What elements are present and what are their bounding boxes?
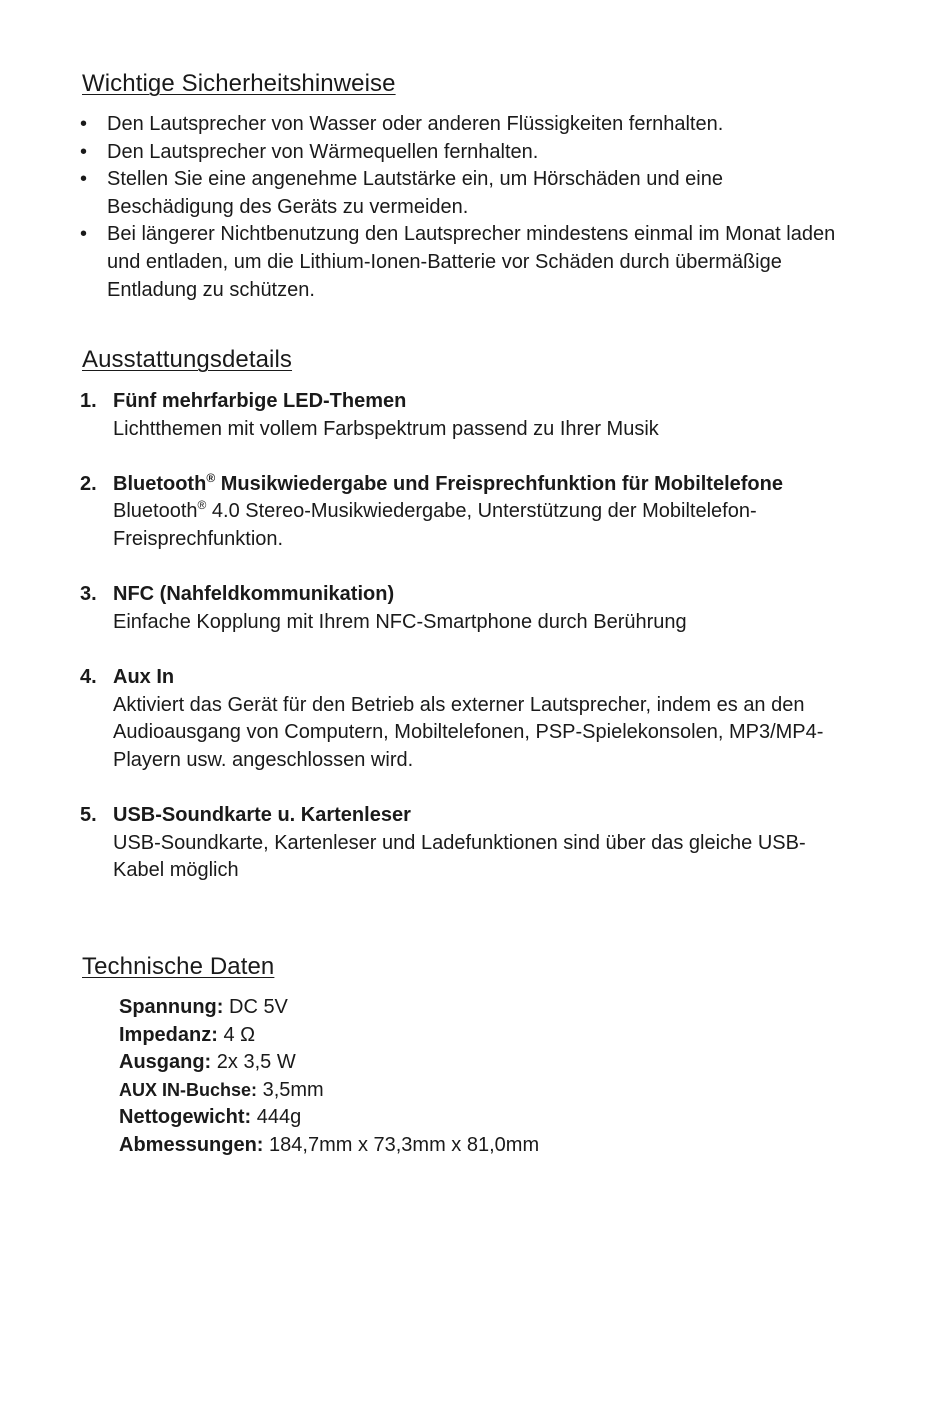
registered-mark: ® — [197, 498, 207, 513]
safety-list — [80, 111, 840, 304]
spec-value: 184,7mm x 73,3mm x 81,0mm — [263, 1133, 540, 1156]
safety-heading: Wichtige Sicherheitshinweise — [82, 70, 396, 97]
spec-row — [119, 1049, 539, 1077]
bullet-icon: • — [80, 140, 88, 163]
feature-description: USB-Soundkarte, Kartenleser und Ladefunktionen sind über das gleiche USB-Kabel möglich — [113, 831, 806, 882]
bullet-icon: • — [80, 113, 88, 135]
spec-value: 3,5mm — [257, 1078, 324, 1101]
spec-row — [119, 994, 539, 1022]
feature-number: 4. — [80, 665, 97, 688]
feature-number: 5. — [80, 803, 97, 826]
spec-value: 2x 3,5 W — [211, 1051, 296, 1074]
feature-description: Lichtthemen mit vollem Farbspektrum passend zu Ihrer Musik — [113, 417, 659, 440]
safety-item-text: Den Lautsprecher von Wärmequellen fernhalten. — [107, 140, 539, 163]
feature-title: Aux In — [113, 665, 175, 688]
feature-number: 2. — [80, 472, 97, 495]
features-heading: Ausstattungsdetails — [82, 346, 293, 373]
spec-value: DC 5V — [223, 996, 288, 1018]
feature-number: 1. — [80, 390, 97, 412]
spec-label: Impedanz: — [119, 1023, 218, 1046]
list-item — [80, 221, 840, 304]
feature-title: NFC (Nahfeldkommunikation) — [113, 583, 395, 606]
feature-item — [80, 664, 840, 774]
list-item — [80, 139, 840, 167]
feature-title — [113, 471, 840, 499]
list-item — [80, 111, 840, 139]
feature-title: USB-Soundkarte u. Kartenleser — [113, 803, 411, 826]
bullet-icon: • — [80, 168, 88, 191]
spec-row — [119, 1022, 539, 1050]
spec-label: Ausgang: — [119, 1051, 212, 1074]
feature-description: Einfache Kopplung mit Ihrem NFC-Smartphone durch Berührung — [113, 610, 687, 633]
feature-description: Aktiviert das Gerät für den Betrieb als externer Lautsprecher, indem es an den Audioausgang von Computern, Mobiltelefonen, PSP-Spielekonsolen, MP3/MP4-Playern usw. angeschlossen wird. — [113, 693, 824, 771]
spec-label: Abmessungen: — [119, 1133, 264, 1156]
specs-heading: Technische Daten — [82, 953, 275, 980]
feature-description-part: 4.0 Stereo-Musikwiedergabe, Unterstützung der Mobiltelefon-Freisprechfunktion. — [113, 500, 757, 550]
spec-label: AUX IN-Buchse: — [119, 1079, 258, 1100]
spec-label: Spannung: — [119, 996, 224, 1018]
spec-row — [119, 1132, 539, 1160]
feature-item — [80, 471, 840, 554]
spec-row — [119, 1077, 539, 1105]
spec-value: 4 Ω — [217, 1023, 256, 1046]
safety-item-text: Den Lautsprecher von Wasser oder anderen Flüssigkeiten fernhalten. — [107, 113, 724, 135]
features-list — [80, 388, 840, 912]
feature-item — [80, 802, 840, 885]
specs-list — [119, 994, 539, 1160]
feature-item — [80, 581, 840, 636]
feature-description — [113, 498, 840, 553]
list-item — [80, 166, 840, 221]
feature-number: 3. — [80, 583, 97, 606]
registered-mark: ® — [206, 470, 216, 485]
safety-item-text: Bei längerer Nichtbenutzung den Lautsprecher mindestens einmal im Monat laden und entladen, um die Lithium-Ionen-Batterie vor Schäden durch übermäßige Entladung zu schützen. — [107, 223, 836, 301]
safety-item-text: Stellen Sie eine angenehme Lautstärke ein, um Hörschäden und eine Beschädigung des Geräts zu vermeiden. — [107, 168, 723, 218]
spec-label: Nettogewicht: — [119, 1106, 252, 1129]
bullet-icon: • — [80, 223, 88, 246]
feature-title-part: Musikwiedergabe und Freisprechfunktion für Mobiltelefone — [215, 472, 783, 495]
feature-description-part: Bluetooth — [113, 500, 198, 523]
feature-item — [80, 388, 840, 443]
feature-title-part: Bluetooth — [113, 472, 207, 495]
feature-title: Fünf mehrfarbige LED-Themen — [113, 390, 407, 412]
spec-value: 444g — [251, 1106, 302, 1129]
spec-row — [119, 1104, 539, 1132]
